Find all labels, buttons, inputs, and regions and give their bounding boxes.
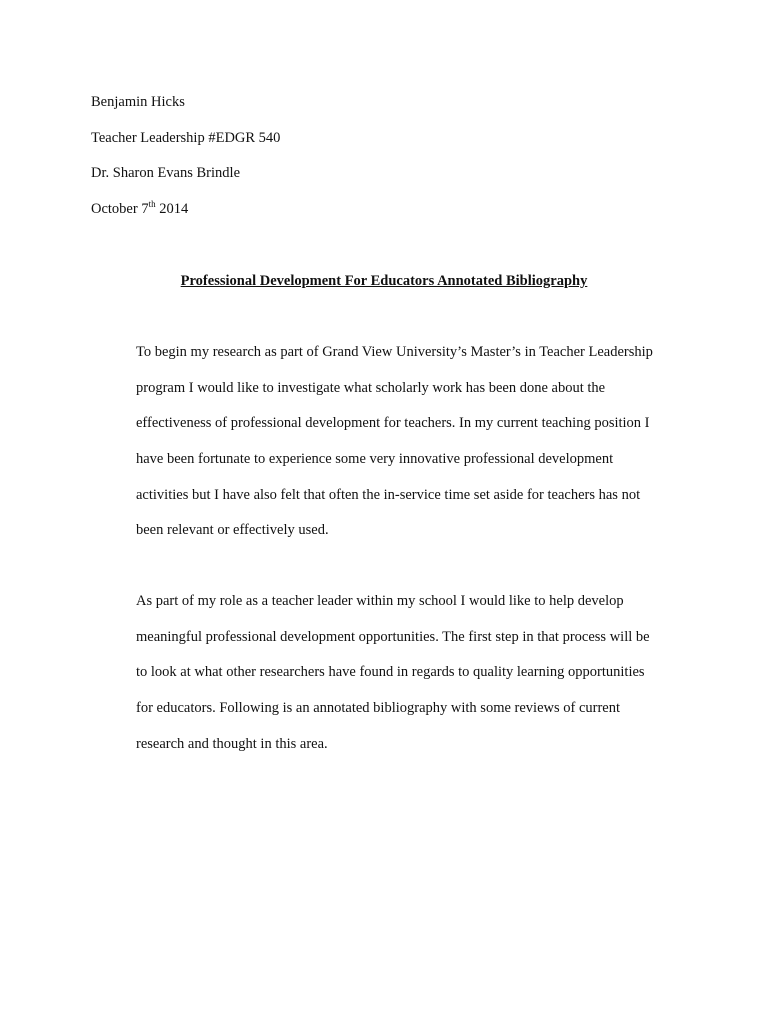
- date-superscript: th: [148, 199, 156, 210]
- paragraph-line: have been fortunate to experience some very innovative professional development: [136, 451, 614, 467]
- document-date: [91, 200, 188, 218]
- course-name: Teacher Leadership #EDGR 540: [91, 130, 281, 146]
- date-suffix: 2014: [155, 201, 189, 217]
- paragraph-line: for educators. Following is an annotated bibliography with some reviews of current: [136, 700, 621, 716]
- document-title: Professional Development For Educators Annotated Bibliography: [180, 273, 588, 289]
- paragraph-line: to look at what other researchers have found in regards to quality learning opportunities: [136, 664, 645, 680]
- paragraph-line: been relevant or effectively used.: [136, 522, 329, 538]
- paragraph-line: To begin my research as part of Grand View University’s Master’s in Teacher Leadership: [136, 344, 653, 360]
- instructor-name: Dr. Sharon Evans Brindle: [91, 165, 241, 181]
- paragraph-line: effectiveness of professional development for teachers. In my current teaching position I: [136, 415, 650, 431]
- paragraph-line: meaningful professional development opportunities. The first step in that process will be: [136, 629, 650, 645]
- date-prefix: October 7: [91, 201, 149, 217]
- author-name: Benjamin Hicks: [91, 94, 185, 110]
- paragraph-line: research and thought in this area.: [136, 736, 328, 752]
- paragraph-line: activities but I have also felt that often the in-service time set aside for teachers has not: [136, 487, 641, 503]
- paragraph-line: program I would like to investigate what scholarly work has been done about the: [136, 380, 606, 396]
- paragraph-line: As part of my role as a teacher leader within my school I would like to help develop: [136, 593, 624, 609]
